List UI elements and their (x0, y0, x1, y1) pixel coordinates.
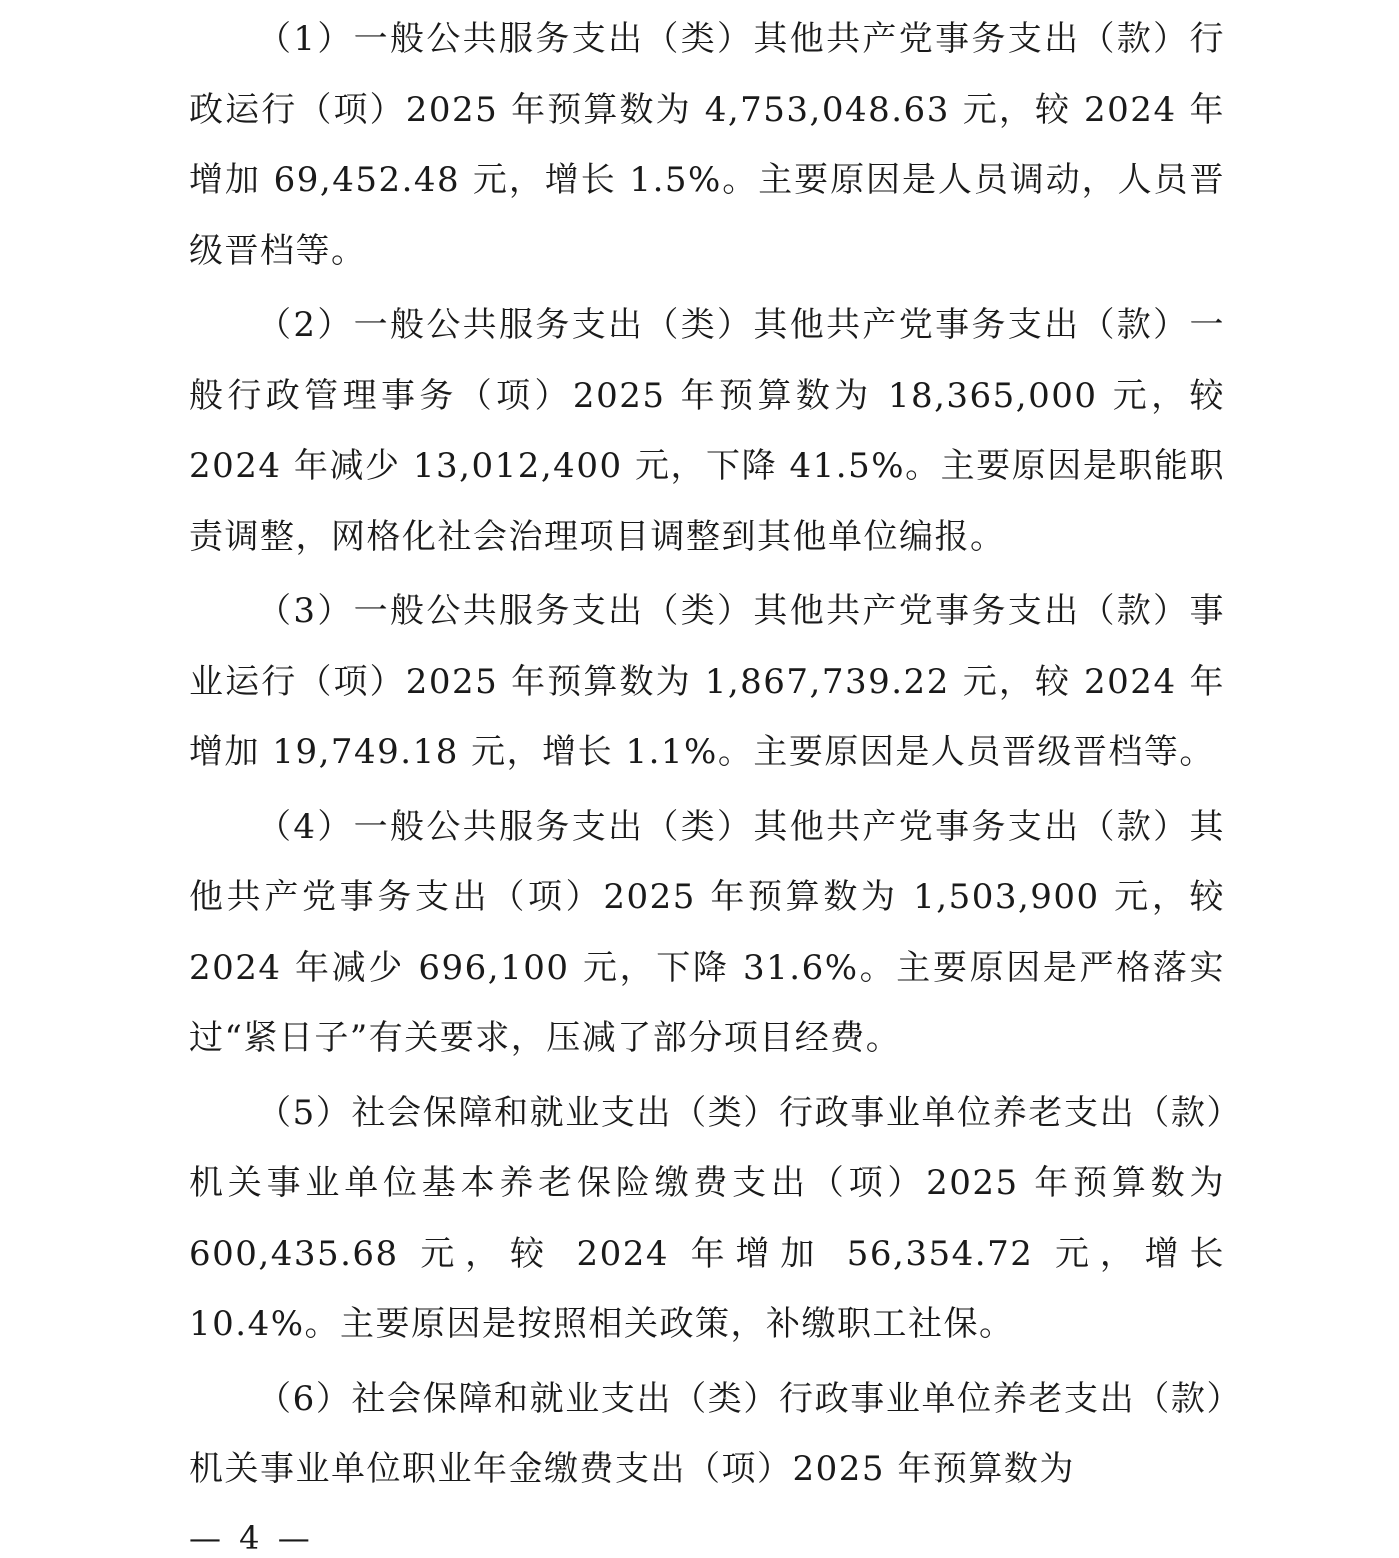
paragraph-2: （2）一般公共服务支出（类）其他共产党事务支出（款）一般行政管理事务（项）2025 年预算数为 18,365,000 元，较 2024 年减少 13,012,400 元，下降 41.5%。主要原因是职能职责调整，网格化社会治理项目调整到其他单位编报。 (189, 305, 1225, 557)
paragraph-5: （5）社会保障和就业支出（类）行政事业单位养老支出（款）机关事业单位基本养老保险缴费支出（项）2025 年预算数为 600,435.68 元，较 2024 年增加 56,354.72 元，增长 10.4%。主要原因是按照相关政策，补缴职工社保。 (189, 1092, 1225, 1344)
paragraph-6: （6）社会保障和就业支出（类）行政事业单位养老支出（款）机关事业单位职业年金缴费支出（项）2025 年预算数为 (189, 1378, 1225, 1489)
document-body (189, 0, 1225, 1505)
paragraph-4: （4）一般公共服务支出（类）其他共产党事务支出（款）其他共产党事务支出（项）2025 年预算数为 1,503,900 元，较 2024 年减少 696,100 元，下降 31.6%。主要原因是严格落实过“紧日子”有关要求，压减了部分项目经费。 (189, 806, 1225, 1058)
paragraph-3: （3）一般公共服务支出（类）其他共产党事务支出（款）事业运行（项）2025 年预算数为 1,867,739.22 元，较 2024 年增加 19,749.18 元，增长 1.1%。主要原因是人员晋级晋档等。 (189, 591, 1225, 772)
paragraph-1: （1）一般公共服务支出（类）其他共产党事务支出（款）行政运行（项）2025 年预算数为 4,753,048.63 元，较 2024 年增加 69,452.48 元，增长 1.5%。主要原因是人员调动，人员晋级晋档等。 (189, 19, 1225, 271)
page-number: — 4 — (189, 1519, 314, 1557)
